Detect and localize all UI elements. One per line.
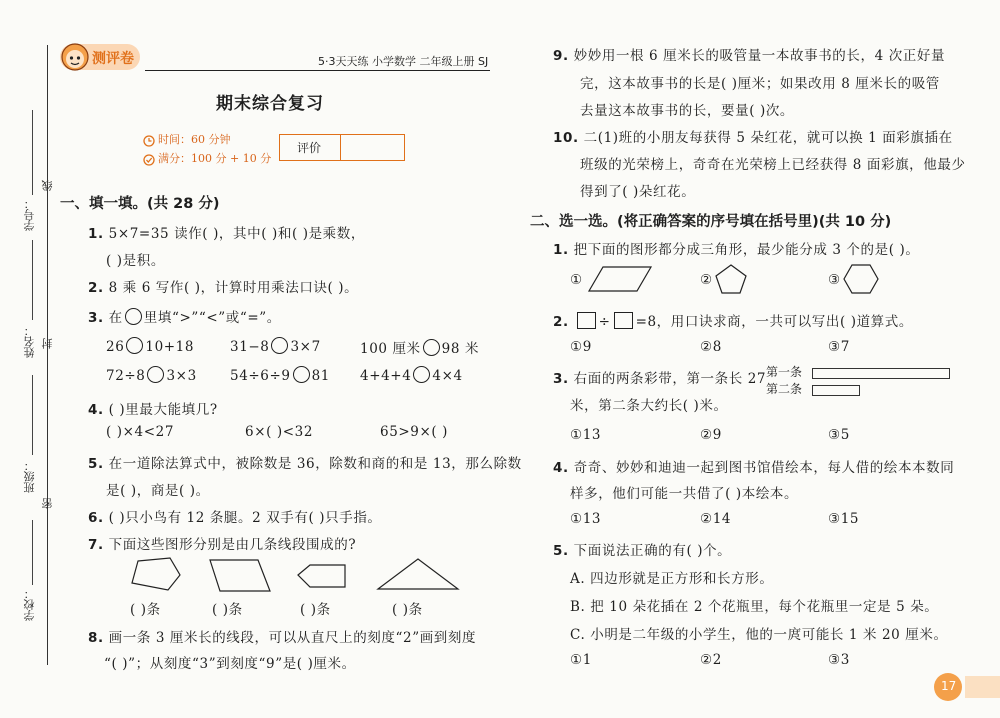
question-8-line-1: 8. 画一条 3 厘米长的线段，可以从直尺上的刻度“2”画到刻度 xyxy=(88,630,477,646)
q3-item-1: 26 10+18 xyxy=(106,339,195,355)
question-7: 7. 下面这些图形分别是由几条线段围成的? xyxy=(88,537,357,553)
choice-question-1: 1. 把下面的图形都分成三角形，最少能分成 3 个的是( )。 xyxy=(553,242,920,258)
choice-3-option-2[interactable]: ②9 xyxy=(700,427,722,443)
pentagon-shape xyxy=(714,263,748,299)
question-10-line-2: 班级的光荣榜上，奇奇在光荣榜上已经获得 8 面彩旗，他最少 xyxy=(580,157,966,173)
choice-3-option-3[interactable]: ③5 xyxy=(828,427,850,443)
compare-circle xyxy=(125,308,142,325)
answer-circle[interactable] xyxy=(413,366,430,383)
question-9-line-1: 9. 妙妙用一根 6 厘米长的吸管量一本故事书的长，4 次正好量 xyxy=(553,48,946,64)
q3-item-2: 31−8 3×7 xyxy=(230,339,321,355)
name-line xyxy=(32,240,33,320)
student-id-line xyxy=(32,110,33,195)
answer-circle[interactable] xyxy=(423,339,440,356)
question-6: 6. ( )只小鸟有 12 条腿。2 双手有( )只手指。 xyxy=(88,510,382,526)
answer-circle[interactable] xyxy=(293,366,310,383)
binding-line xyxy=(47,45,48,665)
choice-question-3-line-2: 米，第二条大约长( )米。 xyxy=(570,398,728,414)
q3-item-3: 100 厘米 98 米 xyxy=(360,341,480,357)
choice-5-option-1[interactable]: ①1 xyxy=(570,652,592,668)
question-1-line-2: ( )是积。 xyxy=(106,253,165,269)
binding-mark-line: 线 xyxy=(41,180,54,191)
school-line xyxy=(32,520,33,585)
class-line xyxy=(32,375,33,455)
hexagon-shape xyxy=(842,263,880,299)
choice-3-option-1[interactable]: ①13 xyxy=(570,427,602,443)
choice-1-option-1[interactable]: ① xyxy=(570,272,583,288)
section-choice-title: 二、选一选。(将正确答案的序号填在括号里)(共 10 分) xyxy=(530,214,892,230)
school-label: 学校： xyxy=(23,588,36,621)
ribbon-label-2: 第二条 xyxy=(766,382,803,396)
answer-circle[interactable] xyxy=(271,337,288,354)
class-label: 班级： xyxy=(23,460,36,493)
cartoon-face-icon xyxy=(60,42,90,76)
choice-question-2: 2. ÷ =8，用口诀求商，一共可以写出( )道算式。 xyxy=(553,314,913,330)
choice-question-3-line-1: 3. 右面的两条彩带，第一条长 27 xyxy=(553,371,767,387)
q4-item-2: 6×( )<32 xyxy=(245,424,314,440)
choice-2-option-2[interactable]: ②8 xyxy=(700,339,722,355)
q7-answer-4: ( )条 xyxy=(392,602,423,618)
student-id-label: 学号： xyxy=(23,198,36,231)
choice-1-option-2[interactable]: ② xyxy=(700,272,713,288)
full-score: 满分：100 分 + 10 分 xyxy=(158,152,272,165)
answer-circle[interactable] xyxy=(147,366,164,383)
series-text: 5·3天天练 小学数学 二年级上册 SJ xyxy=(318,55,489,68)
choice-4-option-1[interactable]: ①13 xyxy=(570,511,602,527)
q7-answer-2: ( )条 xyxy=(212,602,243,618)
choice-question-4-line-1: 4. 奇奇、妙妙和迪迪一起到图书馆借绘本，每人借的绘本本数同 xyxy=(553,460,955,476)
ribbon-label-1: 第一条 xyxy=(766,365,803,379)
page-corner-strip xyxy=(965,676,1000,698)
q3-item-4: 72÷8 3×3 xyxy=(106,368,197,384)
choice-question-4-line-2: 样多，他们可能一共借了( )本绘本。 xyxy=(570,486,799,502)
choice-5-option-2[interactable]: ②2 xyxy=(700,652,722,668)
q3-item-6: 4+4+4 4×4 xyxy=(360,368,463,384)
question-5-line-1: 5. 在一道除法算式中，被除数是 36，除数和商的和是 13，那么除数 xyxy=(88,456,522,472)
answer-circle[interactable] xyxy=(126,337,143,354)
binding-mark-secret: 密 xyxy=(41,498,54,509)
question-9-line-3: 去量这本故事书的长，要量( )次。 xyxy=(580,103,795,119)
statement-a: A. 四边形就是正方形和长方形。 xyxy=(570,571,774,587)
ribbon-strip-2 xyxy=(812,385,860,396)
question-9-line-2: 完，这本故事书的长是( )厘米；如果改用 8 厘米长的吸管 xyxy=(580,76,940,92)
header-rule xyxy=(145,70,490,71)
page-title: 期末综合复习 xyxy=(216,94,324,114)
evaluation-label: 评价 xyxy=(297,141,322,155)
name-label: 姓名： xyxy=(23,325,36,358)
q4-item-1: ( )×4<27 xyxy=(106,424,175,440)
question-3: 3. 在 里填“>”“<”或“=”。 xyxy=(88,310,281,326)
check-icon xyxy=(143,151,155,170)
question-2: 2. 8 乘 6 写作( )，计算时用乘法口诀( )。 xyxy=(88,280,359,296)
question-10-line-3: 得到了( )朵红花。 xyxy=(580,184,696,200)
statement-c: C. 小明是二年级的小学生，他的一庹可能长 1 米 20 厘米。 xyxy=(570,627,948,643)
choice-question-5: 5. 下面说法正确的有( )个。 xyxy=(553,543,732,559)
ribbon-strip-1 xyxy=(812,368,950,379)
page-number: 17 xyxy=(941,679,957,693)
choice-4-option-2[interactable]: ②14 xyxy=(700,511,732,527)
arrow-pentagon-shape xyxy=(298,565,345,587)
parallelogram-shape xyxy=(585,264,655,298)
statement-b: B. 把 10 朵花插在 2 个花瓶里，每个花瓶里一定是 5 朵。 xyxy=(570,599,939,615)
choice-5-option-3[interactable]: ③3 xyxy=(828,652,850,668)
triangle-shape xyxy=(378,559,458,589)
trapezoid-shape xyxy=(210,560,270,591)
question-1-line-1: 1. 5×7=35 读作( )，其中( )和( )是乘数， xyxy=(88,226,365,242)
time-limit: 时间：60 分钟 xyxy=(158,133,231,146)
binding-mark-seal: 封 xyxy=(41,338,54,349)
choice-1-option-3[interactable]: ③ xyxy=(828,272,841,288)
irregular-pentagon-shape xyxy=(132,558,180,590)
clock-icon xyxy=(143,132,155,151)
q4-item-3: 65>9×( ) xyxy=(380,424,449,440)
q7-shapes xyxy=(120,555,480,599)
question-8-line-2: “( )”；从刻度“3”到刻度“9”是( )厘米。 xyxy=(104,656,356,672)
blank-box[interactable] xyxy=(577,312,596,329)
section-fill-title: 一、填一填。(共 28 分) xyxy=(60,196,220,212)
question-10-line-1: 10. 二(1)班的小朋友每获得 5 朵红花，就可以换 1 面彩旗插在 xyxy=(553,130,953,146)
question-4: 4. ( )里最大能填几? xyxy=(88,402,218,418)
choice-4-option-3[interactable]: ③15 xyxy=(828,511,860,527)
blank-box[interactable] xyxy=(614,312,633,329)
badge-text: 测评卷 xyxy=(92,51,134,67)
q3-item-5: 54÷6÷9 81 xyxy=(230,368,330,384)
q7-answer-1: ( )条 xyxy=(130,602,161,618)
choice-2-option-1[interactable]: ①9 xyxy=(570,339,592,355)
choice-2-option-3[interactable]: ③7 xyxy=(828,339,850,355)
question-5-line-2: 是( )，商是( )。 xyxy=(106,483,210,499)
q7-answer-3: ( )条 xyxy=(300,602,331,618)
